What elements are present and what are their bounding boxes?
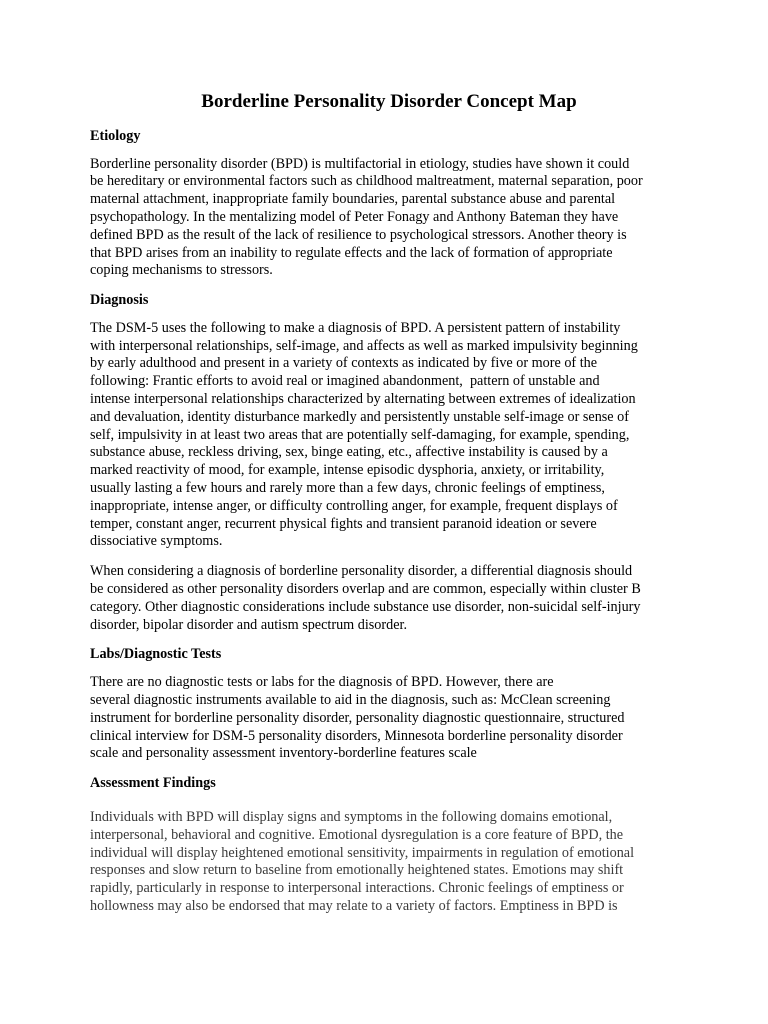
section-heading: Diagnosis (90, 292, 149, 309)
paragraph: There are no diagnostic tests or labs for the diagnosis of BPD. However, there are several diagnostic instruments available to aid in the diagnosis, such as: McClean screening instrument for borderline personality disorder, personality diagnostic questionnaire, structured clinical interview for DSM-5 personality disorders, Minnesota borderline personality disorder scale and personality assessment inventory-borderline features scale (90, 674, 625, 762)
section-labs-diagnostic-tests (90, 646, 688, 763)
document-title: Borderline Personality Disorder Concept Map (201, 91, 577, 112)
paragraph: The DSM-5 uses the following to make a diagnosis of BPD. A persistent pattern of instability with interpersonal relationships, self-image, and affects as well as marked impulsivity beginning by early adulthood and present in a variety of contexts as indicated by five or more of the following: Frantic efforts to avoid real or imagined abandonment, pattern of unstable and intense interpersonal relationships characterized by alternating between extremes of idealization and devaluation, identity disturbance markedly and persistently unstable self-image or sense of self, impulsivity in at least two areas that are potentially self-damaging, for example, spending, substance abuse, reckless driving, sex, binge eating, etc., affective instability is caused by a marked reactivity of mood, for example, intense episodic dysphoria, anxiety, or irritability, usually lasting a few hours and rarely more than a few days, chronic feelings of emptiness, inappropriate, intense anger, or difficulty controlling anger, for example, frequent displays of temper, constant anger, recurrent physical fights and transient paranoid ideation or severe dissociative symptoms. (90, 319, 638, 550)
section-heading: Labs/Diagnostic Tests (90, 646, 222, 663)
section-heading: Etiology (90, 127, 141, 144)
paragraph: Individuals with BPD will display signs and symptoms in the following domains emotional, interpersonal, behavioral and cognitive. Emotional dysregulation is a core feature of BPD, the individual will display heightened emotional sensitivity, impairments in regulation of emotional responses and slow return to baseline from emotionally heightened states. Emotions may shift rapidly, particularly in response to interpersonal interactions. Chronic feelings of emptiness or hollowness may also be endorsed that may relate to a variety of factors. Emptiness in BPD is (90, 808, 635, 914)
paragraph: When considering a diagnosis of borderline personality disorder, a differential diagnosis should be considered as other personality disorders overlap and are common, especially within cluster B category. Other diagnostic considerations include substance use disorder, non-suicidal self-injury disorder, bipolar disorder and autism spectrum disorder. (90, 563, 641, 633)
paragraph: Borderline personality disorder (BPD) is multifactorial in etiology, studies have shown it could be hereditary or environmental factors such as childhood maltreatment, maternal separation, poor maternal attachment, inappropriate family boundaries, parental substance abuse and parental psychopathology. In the mentalizing model of Peter Fonagy and Anthony Bateman they have defined BPD as the result of the lack of resilience to psychological stressors. Another theory is that BPD arises from an inability to regulate effects and the lack of formation of appropriate coping mechanisms to stressors. (90, 155, 643, 279)
section-etiology (90, 128, 688, 280)
section-heading: Assessment Findings (90, 775, 216, 792)
section-diagnosis (90, 292, 688, 634)
section-assessment-findings (90, 775, 688, 916)
